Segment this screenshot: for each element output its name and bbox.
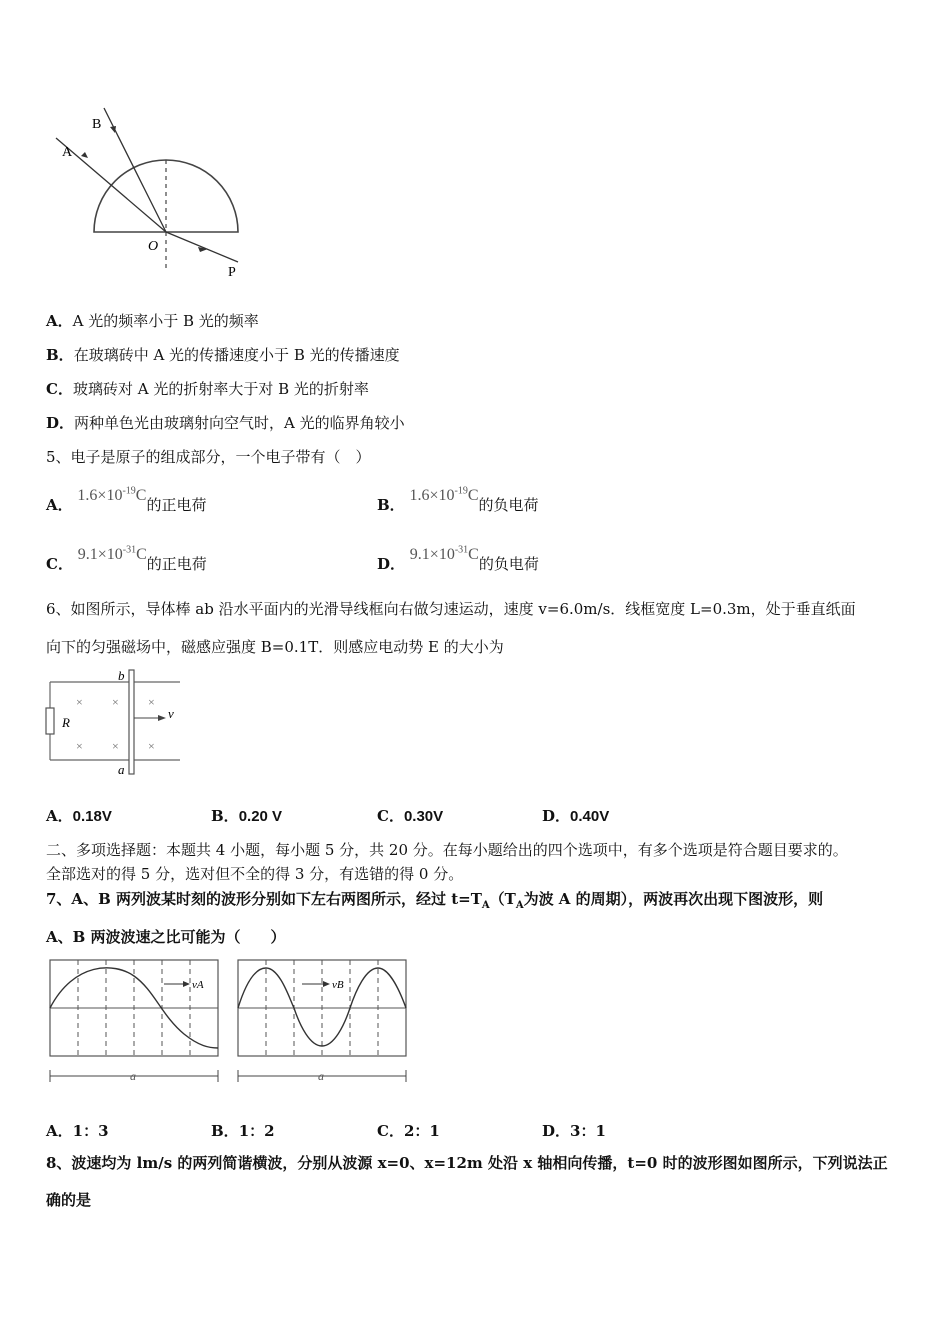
q5-option-d[interactable]	[377, 544, 539, 574]
label-b: b	[118, 668, 125, 683]
label-o: O	[148, 239, 159, 254]
label-a: A	[62, 145, 73, 160]
option-key: B．	[377, 496, 405, 514]
q6-option-b[interactable]	[211, 805, 282, 826]
field-cross: ×	[148, 695, 155, 709]
option-text: 0.20 V	[238, 808, 283, 825]
option-key: D．	[542, 807, 571, 825]
label-b: B	[92, 117, 102, 132]
option-key: B．	[211, 807, 239, 825]
sci-value: $9.1\times 10^{-31}C$	[77, 544, 147, 563]
option-key: D．	[542, 1122, 571, 1140]
q6-option-a[interactable]	[46, 805, 112, 826]
option-text: 3：1	[570, 1122, 606, 1140]
option-text: 的正电荷	[146, 496, 207, 514]
q4-option-d[interactable]	[46, 413, 405, 433]
q7-stem-line1: 7、A、B 两列波某时刻的波形分别如下左右两图所示，经过 $t=T_A(T_A$为波 A 的周期），两波再次出现下图波形，则	[46, 890, 824, 911]
q7-option-b[interactable]	[211, 1120, 275, 1141]
resistor-r	[46, 708, 54, 734]
option-text: 玻璃砖对 A 光的折射率大于对 B 光的折射率	[72, 380, 369, 398]
option-key: C．	[46, 380, 73, 398]
option-text: 0.40V	[570, 808, 610, 825]
field-cross: ×	[112, 739, 119, 753]
option-key: B．	[211, 1122, 239, 1140]
option-text: 2：1	[403, 1122, 440, 1140]
field-cross: ×	[112, 695, 119, 709]
option-text: 的负电荷	[478, 555, 539, 573]
section2-line1: 二、多项选择题：本题共 4 小题，每小题 5 分，共 20 分。在每小题给出的四个选项中，有多个选项是符合题目要求的。	[46, 841, 848, 859]
field-cross: ×	[76, 739, 83, 753]
option-key: A．	[46, 496, 73, 514]
option-key: C．	[46, 555, 73, 573]
option-text: A 光的频率小于 B 光的频率	[72, 312, 259, 330]
q5-option-b[interactable]	[377, 485, 539, 515]
field-cross: ×	[76, 695, 83, 709]
option-text: 0.18V	[72, 808, 112, 825]
option-key: D．	[46, 414, 75, 432]
label-p: P	[228, 265, 236, 280]
q6-option-d[interactable]	[542, 805, 609, 826]
sci-value: $1.6\times 10^{-19}C$	[409, 485, 479, 504]
label-r: R	[62, 715, 70, 730]
option-key: A．	[46, 1122, 73, 1140]
ray-a	[56, 138, 166, 232]
label-v: v	[168, 706, 174, 721]
field-cross: ×	[148, 739, 155, 753]
q6-stem-line2: 向下的匀强磁场中，磁感应强度 B=0.1T．则感应电动势 E 的大小为	[46, 638, 504, 656]
label-a: a	[118, 762, 125, 777]
rail-figure	[44, 668, 189, 780]
q7-option-a[interactable]	[46, 1120, 109, 1141]
option-key: D．	[377, 555, 406, 573]
q7-stem-line2: A、B 两波波速之比可能为（ ）	[46, 928, 286, 946]
option-key: B．	[46, 346, 74, 364]
ray-p	[166, 232, 238, 262]
option-text: 的负电荷	[478, 496, 539, 514]
sci-value: $1.6\times 10^{-19}C$	[77, 485, 147, 504]
label-va: vA	[192, 979, 204, 991]
wave-figures	[44, 956, 414, 1088]
q8-stem-line1: 8、波速均为 lm/s 的两列简谐横波，分别从波源 x=0、x=12m 处沿 x 轴相向传播，t=0 时的波形图如图所示，下列说法正	[46, 1154, 888, 1172]
sci-value: $9.1\times 10^{-31}C$	[409, 544, 479, 563]
q4-option-c[interactable]	[46, 379, 369, 399]
option-key: C．	[377, 807, 404, 825]
ray-a-arrow	[81, 152, 88, 158]
option-key: C．	[377, 1122, 404, 1140]
label-a-length: a	[130, 1069, 136, 1083]
q6-stem-line1: 6、如图所示，导体棒 ab 沿水平面内的光滑导线框向右做匀速运动，速度 v=6.0m/s．线框宽度 L=0.3m，处于垂直纸面	[46, 600, 856, 618]
section2-line2: 全部选对的得 5 分，选对但不全的得 3 分，有选错的得 0 分。	[46, 865, 464, 883]
q5-option-a[interactable]	[46, 485, 207, 515]
option-text: 1：3	[72, 1122, 109, 1140]
option-text: 在玻璃砖中 A 光的传播速度小于 B 光的传播速度	[73, 346, 400, 364]
q5-option-c[interactable]	[46, 544, 207, 574]
option-key: A．	[46, 312, 73, 330]
option-text: 的正电荷	[146, 555, 207, 573]
option-key: A．	[46, 807, 73, 825]
q7-option-d[interactable]	[542, 1120, 606, 1141]
label-vb: vB	[332, 979, 344, 991]
q6-option-c[interactable]	[377, 805, 443, 826]
refraction-figure	[48, 100, 258, 290]
option-text: 两种单色光由玻璃射向空气时，A 光的临界角较小	[74, 414, 405, 432]
q4-option-a[interactable]	[46, 311, 259, 331]
velocity-arrow-head	[158, 715, 166, 721]
q7-option-c[interactable]	[377, 1120, 440, 1141]
q8-stem-line2: 确的是	[46, 1191, 92, 1209]
ray-b-arrow	[110, 126, 116, 133]
label-a-length: a	[318, 1069, 324, 1083]
conductor-rod-ab[interactable]	[129, 670, 134, 774]
q4-option-b[interactable]	[46, 345, 400, 365]
option-text: 0.30V	[403, 808, 444, 825]
q5-stem: 5、电子是原子的组成部分，一个电子带有（ ）	[46, 448, 371, 466]
option-text: 1：2	[238, 1122, 275, 1140]
